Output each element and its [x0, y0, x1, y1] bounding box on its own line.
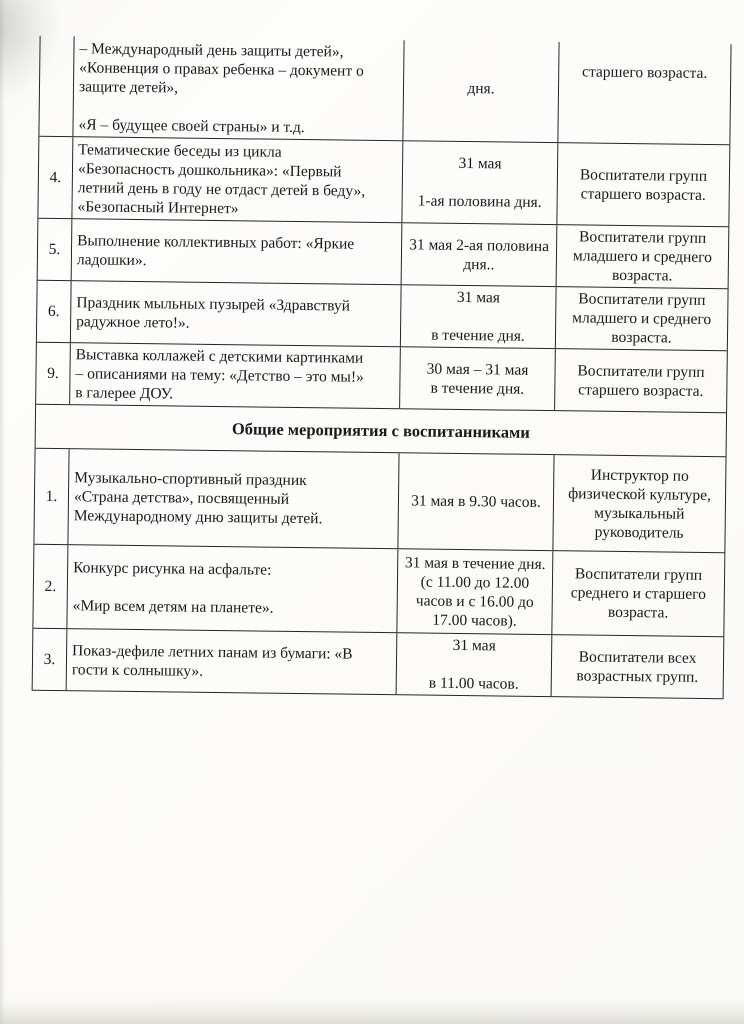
responsible-cell: Воспитатели групп среднего и старшего возраста. — [570, 565, 707, 622]
section-header-text: Общие мероприятия с воспитанниками — [231, 419, 530, 442]
date-cell: дня. — [403, 40, 559, 142]
date-cell: 31 мая в 9.30 часов. — [398, 453, 554, 550]
scan-bottom-edge-artifact — [0, 998, 744, 1024]
row-number-cell: 3. — [33, 629, 68, 690]
date-cell: 30 мая – 31 мая в течение дня. — [400, 347, 556, 410]
events-table — [32, 36, 732, 699]
responsible-cell: Воспитатели групп старшего возраста. — [577, 361, 705, 400]
date-cell: 31 мая в течение дня. — [401, 285, 557, 348]
row-number-cell: 5. — [38, 219, 73, 280]
activity-cell: Выставка коллажей с детскими картинками – описаниями на тему: «Детство – это мы!» в галерее ДОУ. — [70, 343, 401, 408]
activity-cell: Музыкально-спортивный праздник «Страна детства», посвященный Международному дню защиты детей. — [68, 449, 399, 548]
row-number-cell: 6. — [37, 281, 72, 342]
row-number-cell — [39, 36, 74, 136]
table-row — [33, 545, 724, 637]
table-row — [38, 219, 729, 289]
row-number-cell: 1. — [34, 449, 69, 544]
table-row — [36, 343, 727, 413]
activity-cell: Праздник мыльных пузырей «Здравствуй радужное лето!». — [71, 281, 402, 346]
activity-cell: Показ-дефиле летних панам из бумаги: «В гости к солнышку». — [67, 629, 398, 694]
responsible-cell: старшего возраста. — [582, 63, 708, 82]
activity-cell: Конкурс рисунка на асфальте: «Мир всем детям на планете». — [67, 545, 398, 632]
activity-cell: Выполнение коллективных работ: «Яркие ладошки». — [72, 219, 403, 284]
row-number-cell: 4. — [38, 137, 73, 218]
date-cell: 31 мая в 11.00 часов. — [397, 633, 553, 696]
row-number-cell: 2. — [33, 545, 68, 628]
events-table-wrapper — [32, 36, 730, 699]
responsible-cell: Воспитатели групп младшего и среднего возраста. — [572, 290, 712, 347]
table-row — [33, 629, 724, 699]
responsible-cell: Инструктор по физической культуре, музыкальный руководитель — [568, 466, 712, 542]
date-cell: 31 мая 2-ая половина дня.. — [402, 223, 558, 286]
date-cell: 31 мая в течение дня. (с 11.00 до 12.00 часов и с 16.00 до 17.00 часов). — [397, 549, 553, 634]
responsible-cell: Воспитатели групп старшего возраста. — [579, 165, 708, 204]
table-row — [38, 137, 729, 227]
table-row-continuation — [39, 36, 730, 145]
table-row — [34, 449, 725, 553]
activity-cell: – Международный день защиты детей», «Конвенция о правах ребенка – документ о защите детей», «Я – будущее своей страны» и т.д. — [73, 36, 404, 140]
activity-cell: Тематические беседы из цикла «Безопасность дошкольника»: «Первый летний день в году не отдаст детей в беду», «Безопасный Интернет» — [72, 137, 403, 222]
scan-left-edge-shadow — [0, 0, 5, 1024]
row-number-cell: 9. — [36, 343, 71, 404]
table-row — [37, 281, 728, 351]
responsible-cell: Воспитатели всех возрастных групп. — [576, 647, 699, 686]
responsible-cell: Воспитатели групп младшего и среднего возраста. — [572, 228, 713, 285]
date-cell: 31 мая 1-ая половина дня. — [402, 141, 558, 224]
